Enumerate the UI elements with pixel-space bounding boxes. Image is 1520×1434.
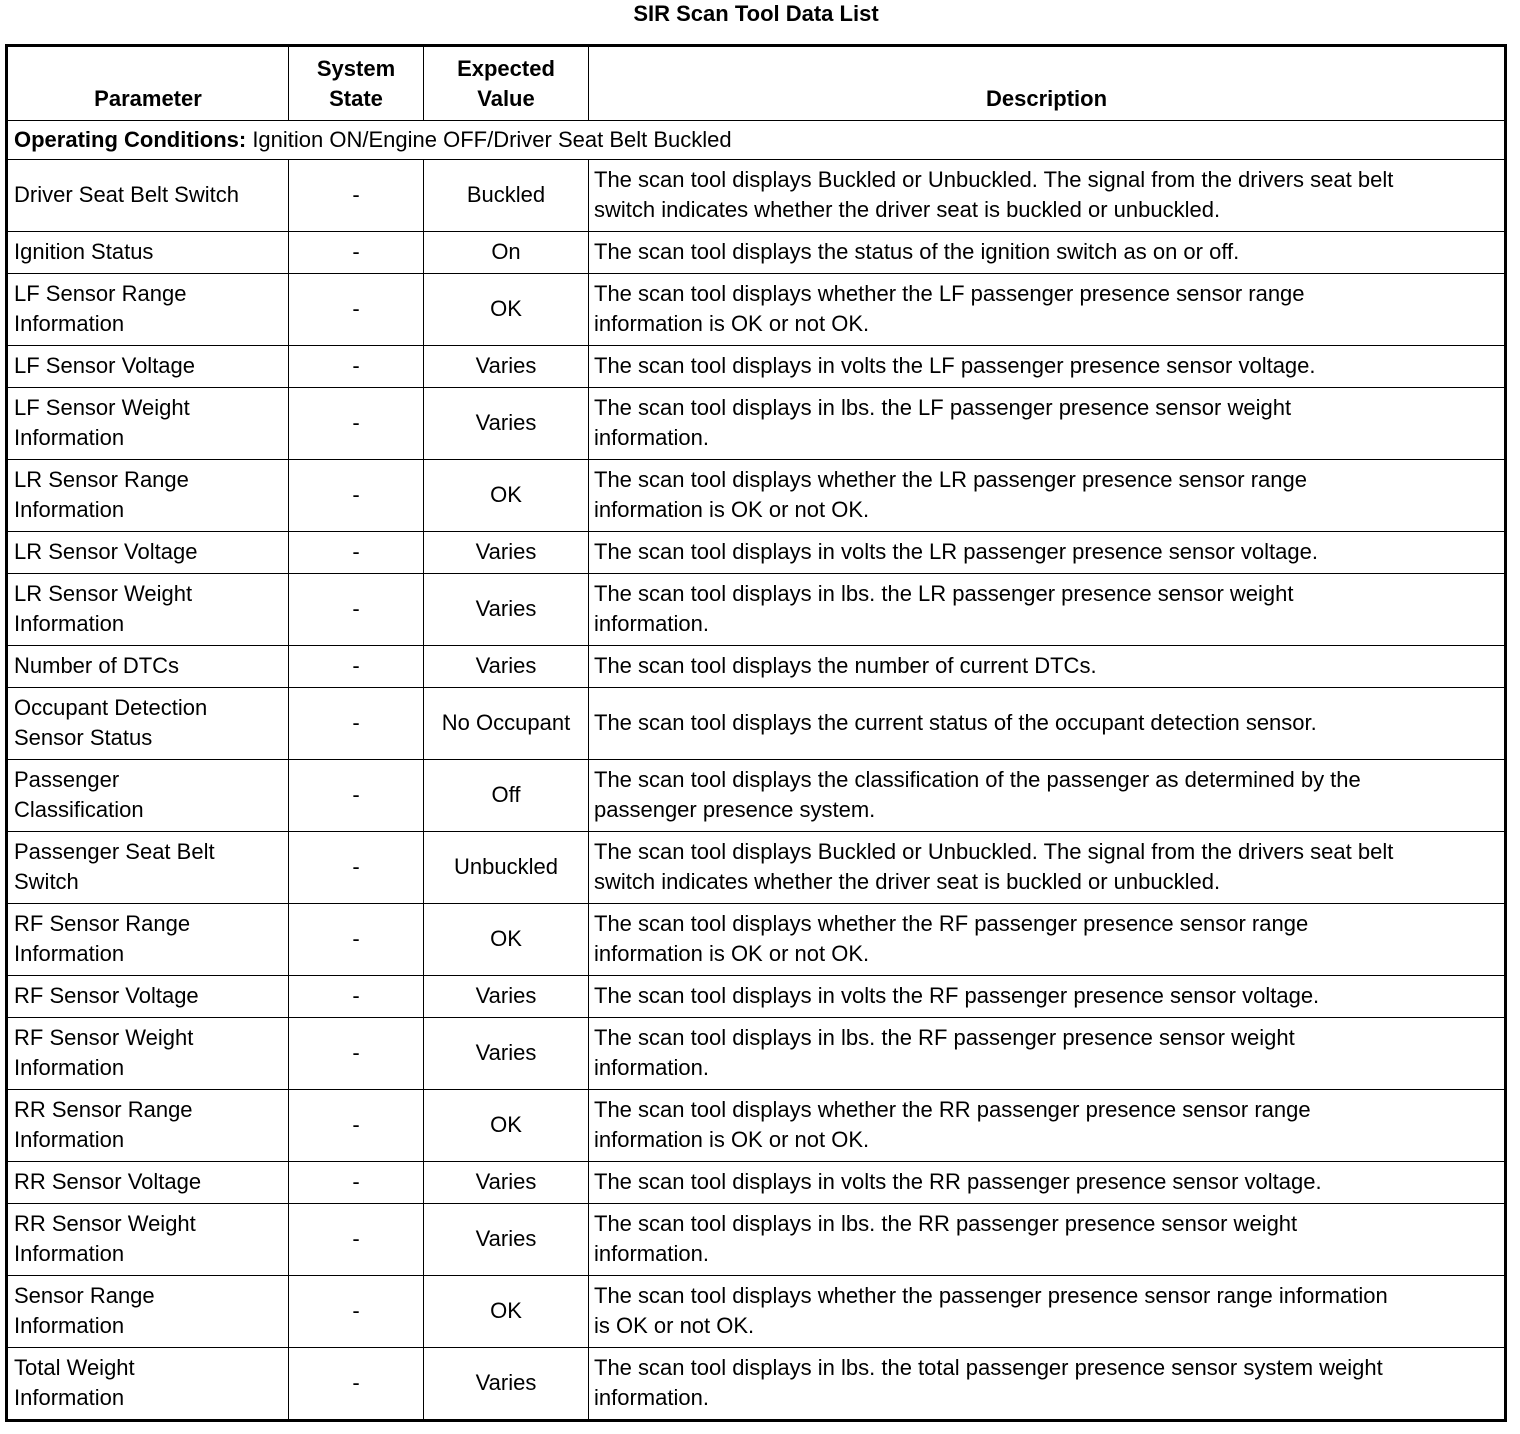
- expected-value-cell: OK: [424, 1090, 589, 1162]
- parameter-cell: LR Sensor Range Information: [7, 460, 289, 532]
- expected-value-cell: OK: [424, 460, 589, 532]
- table-row: [7, 232, 1506, 274]
- system-state-cell: -: [289, 832, 424, 904]
- table-row: [7, 574, 1506, 646]
- description-cell: The scan tool displays the status of the ignition switch as on or off.: [589, 232, 1506, 274]
- parameter-cell: Passenger Classification: [7, 760, 289, 832]
- table-row: [7, 1204, 1506, 1276]
- parameter-cell: LR Sensor Voltage: [7, 532, 289, 574]
- parameter-cell: RR Sensor Weight Information: [7, 1204, 289, 1276]
- expected-value-cell: Varies: [424, 1162, 589, 1204]
- system-state-cell: -: [289, 646, 424, 688]
- description-cell: The scan tool displays in lbs. the total passenger presence sensor system weight information.: [589, 1348, 1506, 1421]
- description-cell: The scan tool displays in lbs. the LF passenger presence sensor weight information.: [589, 388, 1506, 460]
- description-cell: The scan tool displays whether the passenger presence sensor range information is OK or not OK.: [589, 1276, 1506, 1348]
- description-cell: The scan tool displays in volts the RR passenger presence sensor voltage.: [589, 1162, 1506, 1204]
- operating-conditions-value: Ignition ON/Engine OFF/Driver Seat Belt Buckled: [246, 127, 732, 152]
- system-state-cell: -: [289, 688, 424, 760]
- table-row: [7, 832, 1506, 904]
- expected-value-cell: Varies: [424, 574, 589, 646]
- table-row: [7, 346, 1506, 388]
- expected-value-cell: Unbuckled: [424, 832, 589, 904]
- expected-value-cell: Varies: [424, 1348, 589, 1421]
- parameter-cell: RF Sensor Range Information: [7, 904, 289, 976]
- table-row: [7, 388, 1506, 460]
- system-state-cell: -: [289, 232, 424, 274]
- parameter-cell: Total Weight Information: [7, 1348, 289, 1421]
- description-cell: The scan tool displays in volts the LR passenger presence sensor voltage.: [589, 532, 1506, 574]
- expected-value-cell: OK: [424, 1276, 589, 1348]
- parameter-cell: Occupant Detection Sensor Status: [7, 688, 289, 760]
- expected-value-cell: OK: [424, 274, 589, 346]
- table-row: [7, 1276, 1506, 1348]
- table-row: [7, 688, 1506, 760]
- header-row: [7, 46, 1506, 121]
- expected-value-cell: Varies: [424, 1018, 589, 1090]
- description-cell: The scan tool displays the number of current DTCs.: [589, 646, 1506, 688]
- header-system-state: System State: [289, 46, 424, 121]
- description-cell: The scan tool displays Buckled or Unbuckled. The signal from the drivers seat belt switch indicates whether the driver seat is buckled or unbuckled.: [589, 160, 1506, 232]
- table-row: [7, 760, 1506, 832]
- description-cell: The scan tool displays the classification of the passenger as determined by the passenger presence system.: [589, 760, 1506, 832]
- description-cell: The scan tool displays whether the RR passenger presence sensor range information is OK or not OK.: [589, 1090, 1506, 1162]
- header-parameter: Parameter: [7, 46, 289, 121]
- system-state-cell: -: [289, 388, 424, 460]
- parameter-cell: Ignition Status: [7, 232, 289, 274]
- expected-value-cell: Varies: [424, 388, 589, 460]
- expected-value-cell: Off: [424, 760, 589, 832]
- operating-conditions: [7, 121, 1506, 160]
- system-state-cell: -: [289, 1162, 424, 1204]
- header-expected-value: Expected Value: [424, 46, 589, 121]
- expected-value-cell: Varies: [424, 646, 589, 688]
- parameter-cell: LR Sensor Weight Information: [7, 574, 289, 646]
- system-state-cell: -: [289, 1276, 424, 1348]
- system-state-cell: -: [289, 160, 424, 232]
- expected-value-cell: On: [424, 232, 589, 274]
- expected-value-cell: Varies: [424, 976, 589, 1018]
- parameter-cell: Driver Seat Belt Switch: [7, 160, 289, 232]
- system-state-cell: -: [289, 1090, 424, 1162]
- description-cell: The scan tool displays in volts the RF passenger presence sensor voltage.: [589, 976, 1506, 1018]
- parameter-cell: Sensor Range Information: [7, 1276, 289, 1348]
- description-cell: The scan tool displays the current status of the occupant detection sensor.: [589, 688, 1506, 760]
- system-state-cell: -: [289, 574, 424, 646]
- parameter-cell: RR Sensor Range Information: [7, 1090, 289, 1162]
- expected-value-cell: Varies: [424, 532, 589, 574]
- system-state-cell: -: [289, 1018, 424, 1090]
- description-cell: The scan tool displays whether the RF passenger presence sensor range information is OK or not OK.: [589, 904, 1506, 976]
- parameter-cell: LF Sensor Range Information: [7, 274, 289, 346]
- parameter-cell: RF Sensor Voltage: [7, 976, 289, 1018]
- expected-value-cell: Varies: [424, 1204, 589, 1276]
- table-row: [7, 904, 1506, 976]
- expected-value-cell: Buckled: [424, 160, 589, 232]
- table-row: [7, 1090, 1506, 1162]
- system-state-cell: -: [289, 760, 424, 832]
- parameter-cell: LF Sensor Weight Information: [7, 388, 289, 460]
- expected-value-cell: Varies: [424, 346, 589, 388]
- description-cell: The scan tool displays Buckled or Unbuckled. The signal from the drivers seat belt switch indicates whether the driver seat is buckled or unbuckled.: [589, 832, 1506, 904]
- system-state-cell: -: [289, 346, 424, 388]
- operating-conditions-row: [7, 121, 1506, 160]
- system-state-cell: -: [289, 532, 424, 574]
- parameter-cell: Number of DTCs: [7, 646, 289, 688]
- system-state-cell: -: [289, 274, 424, 346]
- parameter-cell: Passenger Seat Belt Switch: [7, 832, 289, 904]
- table-row: [7, 460, 1506, 532]
- description-cell: The scan tool displays in lbs. the RR passenger presence sensor weight information.: [589, 1204, 1506, 1276]
- parameter-cell: RR Sensor Voltage: [7, 1162, 289, 1204]
- parameter-cell: RF Sensor Weight Information: [7, 1018, 289, 1090]
- description-cell: The scan tool displays in volts the LF passenger presence sensor voltage.: [589, 346, 1506, 388]
- description-cell: The scan tool displays in lbs. the LR passenger presence sensor weight information.: [589, 574, 1506, 646]
- table-row: [7, 976, 1506, 1018]
- table-row: [7, 1018, 1506, 1090]
- system-state-cell: -: [289, 1348, 424, 1421]
- operating-conditions-label: Operating Conditions:: [14, 127, 247, 152]
- system-state-cell: -: [289, 904, 424, 976]
- header-description: Description: [589, 46, 1506, 121]
- table-row: [7, 1348, 1506, 1421]
- table-row: [7, 646, 1506, 688]
- system-state-cell: -: [289, 1204, 424, 1276]
- system-state-cell: -: [289, 976, 424, 1018]
- description-cell: The scan tool displays whether the LR passenger presence sensor range information is OK or not OK.: [589, 460, 1506, 532]
- table-title: SIR Scan Tool Data List: [633, 1, 879, 26]
- parameter-cell: LF Sensor Voltage: [7, 346, 289, 388]
- expected-value-cell: No Occupant: [424, 688, 589, 760]
- system-state-cell: -: [289, 460, 424, 532]
- scan-tool-data-table: [5, 44, 1507, 1422]
- table-row: [7, 532, 1506, 574]
- description-cell: The scan tool displays whether the LF passenger presence sensor range information is OK or not OK.: [589, 274, 1506, 346]
- table-row: [7, 1162, 1506, 1204]
- table-row: [7, 160, 1506, 232]
- description-cell: The scan tool displays in lbs. the RF passenger presence sensor weight information.: [589, 1018, 1506, 1090]
- expected-value-cell: OK: [424, 904, 589, 976]
- table-row: [7, 274, 1506, 346]
